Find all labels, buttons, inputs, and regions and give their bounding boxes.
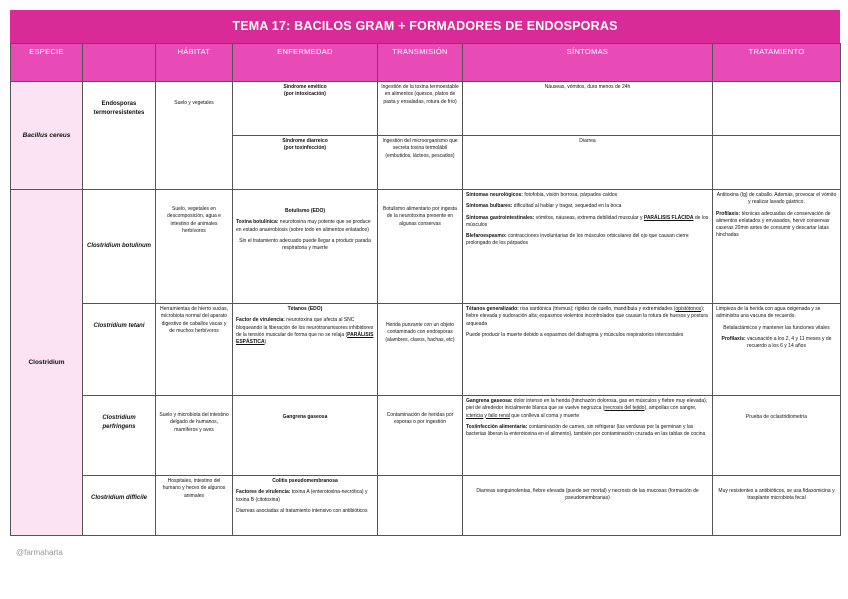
label: Toxiinfección alimentaria: [466, 423, 528, 430]
author-watermark: @farmaharta [16, 548, 63, 557]
text: Antitoxina (Ig) de caballo. Además, provocar el vómito y realizar lavado gástrico. [716, 192, 837, 206]
label: Profilaxis: [721, 335, 746, 342]
table-row [11, 304, 841, 396]
header-sintomas: SÍNTOMAS [463, 44, 713, 82]
label: Tétanos generalizado: [466, 306, 519, 312]
species-botulinum: Clostridium botulinum [83, 190, 156, 304]
text: ) [264, 339, 267, 345]
text: toxina A (enterotoxina-necrótica) y toxina B (citotoxina) [236, 489, 368, 503]
text: Betalactámicos y mantener las funciones vitales [723, 324, 830, 331]
text: ), ampollas con sangre, [644, 405, 697, 412]
table-row [11, 476, 841, 536]
text: Puede producir la muerte debido a espasmos del diafragma y músculos respiratorios intercostales [466, 331, 684, 338]
bacillus-habitat: Suelo y vegetales [156, 82, 233, 190]
text: contracciones involuntarias de los músculos orbiculares del ojo que causan cierre prolongado de los párpados [466, 233, 689, 247]
emphasis: opistótonos [675, 306, 702, 312]
label: Gangrena gaseosa: [466, 398, 513, 404]
genus-clostridium: Clostridium [11, 190, 83, 536]
botulinum-tratamiento [713, 190, 841, 304]
text: Diarreas asociadas al tratamiento intensivo con antibióticos [236, 507, 368, 514]
text: fotofobia, visión borrosa, párpados caídos [522, 192, 618, 198]
text: que conlleva al coma y muerte [509, 412, 580, 419]
tetani-habitat: Herramientas de hierro sucias, microbiota normal del aparato digestivo de caballos vacas y de muchos herbívoros [156, 304, 233, 396]
text: Sin el tratamiento adecuado puede llegar a producir parada respiratoria y muerte [239, 237, 371, 251]
label: Síntomas bulbares: [466, 203, 513, 210]
tetani-enfermedad [233, 304, 378, 396]
disease-diarreico [233, 136, 378, 190]
bacillus-group: Endosporas termorresistentes [83, 82, 156, 190]
text: Limpieza de la herida con agua oxigenada y se administra una vacuna de recuerdo. [716, 306, 821, 320]
difficile-enfermedad [233, 476, 378, 536]
text: dificultad al hablar y tragar, sequedad en la boca [512, 203, 622, 210]
label: Profilaxis: [716, 210, 741, 217]
header-tratamiento: TRATAMIENTO [713, 44, 841, 82]
text: vacunación a los 2, 4 y 11 meses y de recuerdo a los 6 y 14 años [745, 335, 832, 349]
emphasis: necrosis del tejido [604, 405, 645, 412]
disease-subtitle: (por toxinfección) [283, 145, 327, 152]
bacteria-table [10, 43, 841, 536]
page-title: TEMA 17: BACILOS GRAM + FORMADORES DE ENDOSPORAS [10, 10, 840, 43]
label: Factor de virulencia: [236, 317, 285, 324]
species-bacillus-cereus: Bacillus cereus [11, 82, 83, 190]
text: dolor intenso en la herida (hinchazón dolorosa, gas en músculos y fiebre muy elevada), piel de alrededor inicialmente blanca que se vuelve negruzca ( [466, 398, 708, 412]
emphasis: PARÁLISIS ESPÁSTICA [236, 331, 374, 345]
disease-title: Botulismo (EDO) [285, 208, 325, 214]
tetani-transmision: Herida punzante con un objeto contaminado con endosporas (alambres, clavos, hachas, etc) [378, 304, 463, 396]
perfringens-transmision: Contaminación de heridas por esporas o por ingestión [378, 396, 463, 476]
text: neurotoxina que afecta al SNC bloqueando la liberación de los neurotransmisores inhibidores de la tensión muscular de forma que no se relaja ( [236, 317, 374, 338]
tetani-tratamiento [713, 304, 841, 396]
table-row [11, 190, 841, 304]
disease-emetico [233, 82, 378, 136]
disease-title: Síndrome diarreico [282, 138, 328, 144]
transmision-diarreico: Ingestión del microorganismo que secreta toxina termolábil (embutidos, lácteos, pescados) [378, 136, 463, 190]
text: de los músculos [466, 214, 709, 228]
text: ); fiebre elevada y sudoración alta; espasmos violentos incontrolados que causan la rotura de huesos y postura arqueada [466, 306, 708, 327]
emphasis: ictericia y fallo renal [466, 412, 510, 419]
disease-title: Gangrena gaseosa [282, 414, 328, 420]
botulinum-enfermedad [233, 190, 378, 304]
text: risa sardónica (trismus); rigidez de cuello, mandíbula y extremidades ( [518, 306, 676, 312]
tratamiento-emetico [713, 82, 841, 136]
label: Síntomas gastrointestinales: [466, 214, 535, 221]
table-row [11, 396, 841, 476]
header-row [11, 44, 841, 82]
text: contaminación de carnes, sin refrigerar (las verduras por la germinan y las bacterias liberan la enterotoxina en el alimento), también por contaminación cruzada en las tablas de cocina [466, 423, 706, 437]
label: Factores de virulencia: [236, 489, 291, 496]
text: vómitos, náuseas, extrema debilidad muscular y [534, 214, 643, 221]
perfringens-habitat: Suelo y microbiota del intestino delgado de humanos, mamíferos y aves [156, 396, 233, 476]
difficile-tratamiento: Muy resistentes a antibióticos, se usa fidaxomicina y trasplante microbiota fecal [713, 476, 841, 536]
emphasis: PARÁLISIS FLÁCIDA [643, 214, 694, 221]
text: neurotoxina muy potente que se produce en estado anaerobiosis (sobre todo en alimentos enlatados) [236, 219, 371, 233]
transmision-emetico: Ingestión de la toxina termoestable en alimentos (quesos, platos de pasta y ensaladas, rotura de frío) [378, 82, 463, 136]
perfringens-sintomas [463, 396, 713, 476]
header-transmision: TRANSMISIÓN [378, 44, 463, 82]
sintomas-diarreico: Diarrea [463, 136, 713, 190]
table-row [11, 82, 841, 136]
botulinum-transmision: Botulismo alimentario por ingesta de la neurotoxina presente en algunas conservas [378, 190, 463, 304]
species-difficile: Clostridium difficile [83, 476, 156, 536]
disease-title: Tétanos (EDO) [287, 306, 323, 312]
label: Toxina botulínica: [236, 219, 279, 226]
header-especie: ESPECIE [11, 44, 83, 82]
botulinum-habitat: Suelo, vegetales en descomposición, agua e intestino de animales herbívoros [156, 190, 233, 304]
disease-subtitle: (por intoxicación) [284, 91, 326, 98]
species-perfringens: Clostridium perfringens [83, 396, 156, 476]
tetani-sintomas [463, 304, 713, 396]
header-blank [83, 44, 156, 82]
tratamiento-diarreico [713, 136, 841, 190]
summary-sheet [10, 10, 840, 536]
text: técnicas adecuadas de conservación de alimentos enlatados y envasados, hervir conservas caseras 20min antes de consumir y descartar latas hinchadas [716, 210, 831, 239]
difficile-habitat: Hospitales, intestino del humano y heces de algunos animales [156, 476, 233, 536]
label: Síntomas neurológicos: [466, 192, 523, 198]
difficile-sintomas: Diarreas sanguinolentas, fiebre elevada (puede ser mortal) y necrosis de las mucosas (formación de pseudomembranas) [463, 476, 713, 536]
disease-title: Colitis pseudomembranosa [272, 478, 338, 484]
perfringens-tratamiento: Prueba de oclastridiometría [713, 396, 841, 476]
sintomas-emetico: Náuseas, vómitos, dura menos de 24h [463, 82, 713, 136]
difficile-transmision [378, 476, 463, 536]
species-tetani: Clostridium tetani [83, 304, 156, 396]
header-habitat: HÁBITAT [156, 44, 233, 82]
perfringens-enfermedad [233, 396, 378, 476]
disease-title: Síndrome emético [283, 84, 327, 90]
botulinum-sintomas [463, 190, 713, 304]
header-enfermedad: ENFERMEDAD [233, 44, 378, 82]
label: Blefaroespasmo: [466, 233, 507, 239]
